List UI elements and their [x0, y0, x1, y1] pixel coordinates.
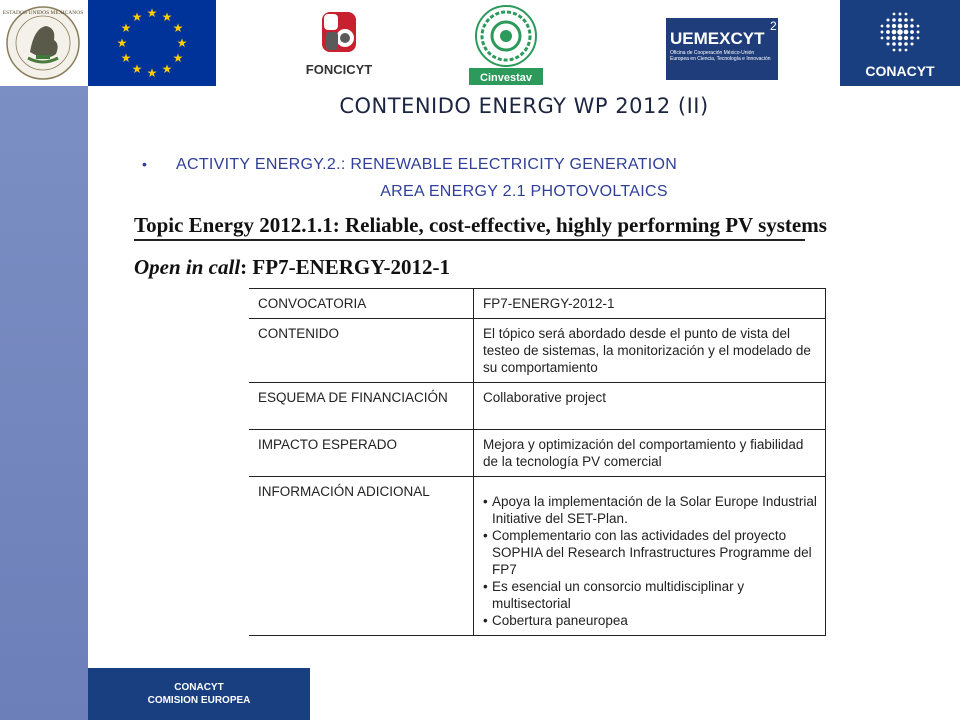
- star-icon: ★: [172, 51, 184, 65]
- star-icon: ★: [161, 10, 173, 25]
- area-text: AREA ENERGY 2.1 PHOTOVOLTAICS: [380, 183, 668, 200]
- activity-text: ACTIVITY ENERGY.2.: RENEWABLE ELECTRICITY GENERATION: [176, 156, 678, 173]
- foncicyt-text: FONCICYT: [305, 62, 373, 77]
- conacyt-dot-icon: [892, 30, 897, 35]
- list-item: • Cobertura paneuropea: [483, 612, 817, 629]
- open-call-value: : FP7-ENERGY-2012-1: [240, 255, 450, 279]
- footer-line-1: CONACYT: [174, 682, 224, 693]
- conacyt-dot-icon: [886, 24, 890, 28]
- uemexcyt-subtext: Oficina de Cooperación México-Unión Europea en Ciencia, Tecnología e Innovación: [670, 50, 771, 62]
- conacyt-dot-icon: [910, 24, 914, 28]
- star-icon: ★: [120, 21, 132, 35]
- mexico-seal-logo: [0, 0, 86, 86]
- list-item: • Es esencial un consorcio multidisciplinar y multisectorial: [483, 578, 817, 612]
- conacyt-dot-icon: [910, 42, 913, 45]
- conacyt-dot-icon: [899, 49, 902, 52]
- conacyt-dot-icon: [904, 42, 908, 46]
- conacyt-dot-icon: [892, 36, 896, 40]
- conacyt-dot-icon: [910, 18, 913, 21]
- table-row: [249, 477, 826, 636]
- topic-underline: [134, 239, 805, 241]
- row-value: Mejora y optimización del comportamiento y fiabilidad de la tecnología PV comercial: [474, 430, 826, 477]
- foncicyt-logo: [300, 0, 380, 86]
- table-row: [249, 383, 826, 430]
- footer-line-2: COMISION EUROPEA: [147, 695, 251, 706]
- conacyt-text: CONACYT: [865, 63, 935, 79]
- row-key: CONTENIDO: [249, 319, 474, 383]
- conacyt-dot-icon: [898, 42, 902, 46]
- conacyt-dot-icon: [905, 13, 908, 16]
- star-icon: ★: [146, 66, 158, 80]
- row-key: ESQUEMA DE FINANCIACIÓN: [249, 383, 474, 430]
- star-icon: ★: [120, 51, 132, 65]
- conacyt-dot-icon: [905, 49, 908, 52]
- list-item: • Complementario con las actividades del proyecto SOPHIA del Research Infrastructures Programme del FP7: [483, 527, 817, 578]
- uemexcyt-sup: 2: [770, 19, 777, 33]
- conacyt-dot-icon: [904, 18, 908, 22]
- logo-bar: [0, 0, 960, 86]
- eu-stars-icon: [88, 0, 216, 86]
- star-icon: ★: [176, 36, 188, 50]
- conacyt-dot-icon: [904, 36, 908, 40]
- conacyt-dot-icon: [898, 24, 903, 29]
- mexico-seal-text: ESTADOS UNIDOS MEXICANOS: [2, 10, 84, 16]
- conacyt-dot-icon: [917, 37, 920, 40]
- conacyt-dot-icon: [897, 29, 903, 35]
- left-band: [0, 86, 88, 720]
- conacyt-dot-icon: [892, 42, 896, 46]
- conacyt-dot-icon: [917, 31, 920, 34]
- cinvestav-logo: [466, 0, 546, 86]
- star-icon: ★: [146, 6, 158, 20]
- conacyt-dot-icon: [893, 13, 896, 16]
- row-key: INFORMACIÓN ADICIONAL: [249, 477, 474, 636]
- conacyt-dot-icon: [904, 24, 908, 28]
- conacyt-dot-icon: [910, 30, 914, 34]
- row-key: IMPACTO ESPERADO: [249, 430, 474, 477]
- conacyt-dot-icon: [917, 25, 920, 28]
- cinvestav-text: Cinvestav: [480, 72, 532, 84]
- star-icon: ★: [172, 21, 184, 35]
- star-icon: ★: [161, 61, 173, 76]
- uemexcyt-logo: [664, 0, 782, 86]
- table-row: [249, 430, 826, 477]
- open-call-label: Open in call: [134, 255, 241, 279]
- uemexcyt-text: UEMEXCYT: [670, 29, 765, 48]
- slide-title: CONTENIDO ENERGY WP 2012 (II): [339, 94, 709, 118]
- row-key: CONVOCATORIA: [249, 289, 474, 319]
- conacyt-dot-icon: [881, 25, 884, 28]
- row-value: FP7-ENERGY-2012-1: [474, 289, 826, 319]
- conacyt-dot-icon: [893, 49, 896, 52]
- open-call-line: [134, 255, 450, 280]
- eu-flag-logo: [88, 0, 216, 86]
- conacyt-dot-icon: [881, 31, 884, 34]
- star-icon: ★: [116, 36, 128, 50]
- conacyt-dot-icon: [899, 13, 902, 16]
- row-value: Collaborative project: [474, 383, 826, 430]
- conacyt-dot-icon: [898, 18, 902, 22]
- conacyt-dot-icon: [892, 24, 896, 28]
- conacyt-dot-icon: [892, 18, 896, 22]
- star-icon: ★: [131, 10, 143, 25]
- topic-heading: Topic Energy 2012.1.1: Reliable, cost-effective, highly performing PV systems: [134, 213, 827, 237]
- conacyt-dot-icon: [886, 30, 890, 34]
- bullet-icon: •: [142, 156, 148, 172]
- additional-info-list: [483, 493, 817, 629]
- footer-box: [88, 668, 310, 720]
- conacyt-dot-icon: [881, 37, 884, 40]
- conacyt-dot-icon: [886, 36, 890, 40]
- table-row: [249, 319, 826, 383]
- conacyt-dot-icon: [904, 30, 909, 35]
- conacyt-dot-icon: [886, 18, 889, 21]
- row-value: El tópico será abordado desde el punto de vista del testeo de sistemas, la monitorización y el modelado de su comportamiento: [474, 319, 826, 383]
- info-table: [249, 288, 826, 636]
- row-value: [474, 477, 826, 636]
- table-row: [249, 289, 826, 319]
- conacyt-dot-icon: [898, 36, 903, 41]
- conacyt-logo: [840, 0, 960, 86]
- star-icon: ★: [131, 61, 143, 76]
- list-item: • Apoya la implementación de la Solar Europe Industrial Initiative del SET-Plan.: [483, 493, 817, 527]
- conacyt-dot-icon: [886, 42, 889, 45]
- conacyt-dot-icon: [910, 36, 914, 40]
